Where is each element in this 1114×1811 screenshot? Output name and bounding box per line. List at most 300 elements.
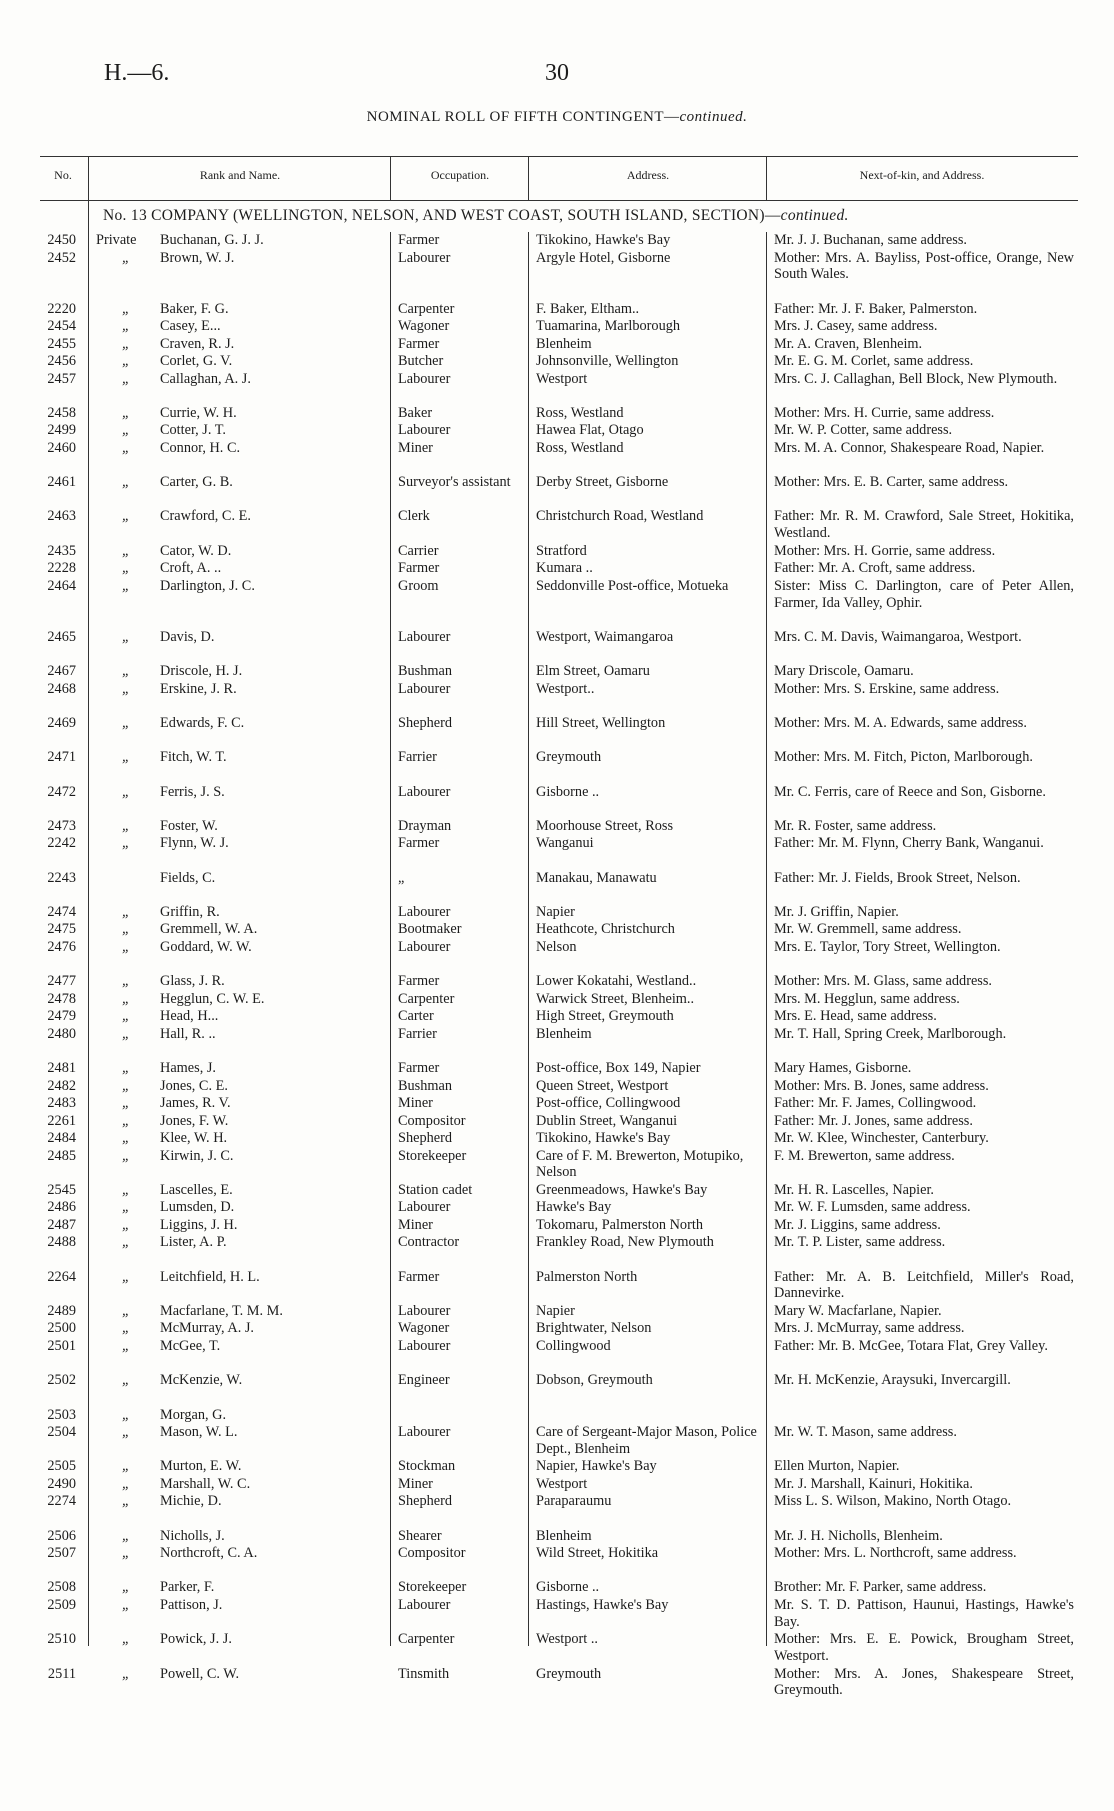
row-next-of-kin: Sister: Miss C. Darlington, care of Peter Allen, Farmer, Ida Valley, Ophir. — [774, 577, 1074, 611]
row-rank: „ — [122, 783, 130, 800]
row-occupation: Farmer — [398, 560, 440, 577]
row-number: 2480 — [47, 1025, 76, 1042]
row-name: Lister, A. P. — [160, 1234, 227, 1251]
row-next-of-kin: Mrs. M. A. Connor, Shakespeare Road, Napier. — [774, 439, 1045, 456]
row-name: Fields, C. — [160, 869, 216, 886]
row-rank: „ — [122, 1527, 130, 1544]
row-next-of-kin: Mr. W. Klee, Winchester, Canterbury. — [774, 1130, 989, 1147]
row-next-of-kin: Father: Mr. A. Croft, same address. — [774, 560, 976, 577]
row-occupation: Labourer — [398, 903, 451, 920]
row-rank: „ — [122, 1060, 130, 1077]
table-row — [0, 1303, 1114, 1321]
row-rank: „ — [122, 1372, 130, 1389]
row-rank: „ — [122, 1302, 130, 1319]
row-occupation: Farmer — [398, 1268, 440, 1285]
row-address: Dobson, Greymouth — [536, 1372, 653, 1389]
row-name: Erskine, J. R. — [160, 680, 237, 697]
row-name: Darlington, J. C. — [160, 577, 255, 594]
col-next-of-kin: Next-of-kin, and Address. — [859, 168, 985, 182]
table-row — [0, 1631, 1114, 1665]
title-continued: continued. — [679, 109, 748, 125]
col-divider-4 — [766, 156, 767, 200]
row-name: Lumsden, D. — [160, 1199, 235, 1216]
section-heading — [103, 207, 849, 225]
row-name: Jones, F. W. — [160, 1112, 229, 1129]
row-name: Baker, F. G. — [160, 300, 229, 317]
row-number: 2435 — [47, 542, 76, 559]
row-name: Mason, W. L. — [160, 1424, 238, 1441]
row-name: Kirwin, J. C. — [160, 1147, 234, 1164]
row-rank: „ — [122, 1008, 130, 1025]
row-address: Westport — [536, 1475, 588, 1492]
row-number: 2511 — [47, 1665, 76, 1682]
table-row — [0, 250, 1114, 301]
row-next-of-kin: Miss L. S. Wilson, Makino, North Otago. — [774, 1493, 1012, 1510]
table-row — [0, 1130, 1114, 1148]
row-next-of-kin: Mr. W. T. Mason, same address. — [774, 1424, 957, 1441]
row-name: Northcroft, C. A. — [160, 1545, 258, 1562]
row-rank: „ — [122, 1268, 130, 1285]
table-row — [0, 353, 1114, 371]
row-address: Wild Street, Hokitika — [536, 1545, 659, 1562]
row-number: 2486 — [47, 1199, 76, 1216]
row-address: Post-office, Collingwood — [536, 1095, 681, 1112]
table-row — [0, 681, 1114, 715]
row-number: 2502 — [47, 1372, 76, 1389]
row-name: Brown, W. J. — [160, 249, 235, 266]
table-row — [0, 1545, 1114, 1579]
row-occupation: Carpenter — [398, 300, 455, 317]
row-number: 2510 — [47, 1631, 76, 1648]
row-next-of-kin: Father: Mr. B. McGee, Totara Flat, Grey Valley. — [774, 1337, 1048, 1354]
row-number: 2465 — [47, 628, 76, 645]
row-address: Lower Kokatahi, Westland.. — [536, 973, 697, 990]
table-row — [0, 1060, 1114, 1078]
row-occupation: Contractor — [398, 1234, 460, 1251]
row-number: 2463 — [47, 508, 76, 525]
row-number: 2474 — [47, 903, 76, 920]
table-row — [0, 508, 1114, 542]
row-address: Hastings, Hawke's Bay — [536, 1596, 669, 1613]
row-rank: „ — [122, 1493, 130, 1510]
row-next-of-kin: Mrs. C. M. Davis, Waimangaroa, Westport. — [774, 628, 1022, 645]
row-next-of-kin: Mr. T. P. Lister, same address. — [774, 1234, 946, 1251]
row-occupation: Shepherd — [398, 1130, 452, 1147]
row-name: Croft, A. .. — [160, 560, 222, 577]
row-rank: „ — [122, 1199, 130, 1216]
row-number: 2243 — [47, 869, 76, 886]
row-rank: „ — [122, 422, 130, 439]
row-occupation: Labourer — [398, 1302, 451, 1319]
row-number: 2545 — [47, 1181, 76, 1198]
row-number: 2464 — [47, 577, 76, 594]
row-next-of-kin: Mrs. E. Head, same address. — [774, 1008, 937, 1025]
row-occupation: Drayman — [398, 817, 452, 834]
row-rank: „ — [122, 1337, 130, 1354]
row-name: Lascelles, E. — [160, 1181, 233, 1198]
table-row — [0, 1095, 1114, 1113]
row-rank: „ — [122, 938, 130, 955]
row-next-of-kin: Mother: Mrs. E. B. Carter, same address. — [774, 474, 1009, 491]
row-next-of-kin: Mother: Mrs. H. Currie, same address. — [774, 404, 995, 421]
row-name: Powick, J. J. — [160, 1631, 232, 1648]
row-rank: „ — [122, 1181, 130, 1198]
row-address: Seddonville Post-office, Motueka — [536, 577, 729, 594]
table-row — [0, 870, 1114, 904]
row-next-of-kin: Mr. J. Griffin, Napier. — [774, 903, 899, 920]
row-number: 2242 — [47, 835, 76, 852]
row-name: Connor, H. C. — [160, 439, 241, 456]
row-occupation: Station cadet — [398, 1181, 473, 1198]
row-number: 2456 — [47, 353, 76, 370]
row-occupation: Compositor — [398, 1112, 466, 1129]
row-name: Marshall, W. C. — [160, 1475, 251, 1492]
row-number: 2228 — [47, 560, 76, 577]
row-name: Glass, J. R. — [160, 973, 225, 990]
row-number: 2468 — [47, 680, 76, 697]
row-number: 2458 — [47, 404, 76, 421]
row-occupation: Farmer — [398, 232, 440, 248]
row-number: 2501 — [47, 1337, 76, 1354]
table-row — [0, 715, 1114, 749]
row-next-of-kin: Mother: Mrs. E. E. Powick, Brougham Street, Westport. — [774, 1631, 1074, 1665]
row-occupation: Clerk — [398, 508, 430, 525]
row-occupation: Labourer — [398, 1199, 451, 1216]
row-address: Napier, Hawke's Bay — [536, 1458, 657, 1475]
row-next-of-kin: Father: Mr. J. Fields, Brook Street, Nelson. — [774, 869, 1021, 886]
row-next-of-kin: Mr. H. McKenzie, Araysuki, Invercargill. — [774, 1372, 1011, 1389]
row-occupation: Carpenter — [398, 1631, 455, 1648]
row-number: 2507 — [47, 1545, 76, 1562]
table-row — [0, 336, 1114, 354]
row-next-of-kin: Mary Hames, Gisborne. — [774, 1060, 912, 1077]
row-number: 2469 — [47, 714, 76, 731]
row-rank: „ — [122, 1596, 130, 1613]
row-next-of-kin: Mr. J. Marshall, Kainuri, Hokitika. — [774, 1475, 973, 1492]
row-occupation: Labourer — [398, 249, 451, 266]
row-address: Gisborne .. — [536, 1579, 600, 1596]
table-row — [0, 301, 1114, 319]
row-next-of-kin: Mother: Mrs. A. Bayliss, Post-office, Orange, New South Wales. — [774, 249, 1074, 283]
row-number: 2455 — [47, 335, 76, 352]
row-rank: „ — [122, 439, 130, 456]
row-rank: „ — [122, 300, 130, 317]
row-address: Blenheim — [536, 335, 592, 352]
row-next-of-kin: Mrs. C. J. Callaghan, Bell Block, New Plymouth. — [774, 370, 1058, 387]
row-occupation: Farmer — [398, 1060, 440, 1077]
row-name: Edwards, F. C. — [160, 714, 245, 731]
row-next-of-kin: Father: Mr. R. M. Crawford, Sale Street, Hokitika, Westland. — [774, 508, 1074, 542]
row-occupation: Compositor — [398, 1545, 466, 1562]
table-row — [0, 921, 1114, 939]
table-row — [0, 973, 1114, 991]
row-occupation: Butcher — [398, 353, 444, 370]
row-next-of-kin: Mother: Mrs. A. Jones, Shakespeare Street, Greymouth. — [774, 1665, 1074, 1699]
row-occupation: Labourer — [398, 1424, 451, 1441]
row-occupation: Bootmaker — [398, 921, 462, 938]
row-address: Warwick Street, Blenheim.. — [536, 990, 695, 1007]
table-row — [0, 1217, 1114, 1235]
table-row — [0, 1113, 1114, 1131]
row-next-of-kin: Mother: Mrs. S. Erskine, same address. — [774, 680, 1000, 697]
row-name: Currie, W. H. — [160, 404, 237, 421]
row-number: 2487 — [47, 1216, 76, 1233]
table-row — [0, 1528, 1114, 1546]
row-name: Fitch, W. T. — [160, 749, 227, 766]
row-occupation: Bushman — [398, 1077, 453, 1094]
row-name: Flynn, W. J. — [160, 835, 229, 852]
row-name: Morgan, G. — [160, 1406, 227, 1423]
table-row — [0, 991, 1114, 1009]
table-row — [0, 904, 1114, 922]
row-number: 2264 — [47, 1268, 76, 1285]
row-rank: „ — [122, 990, 130, 1007]
row-address: Westport.. — [536, 680, 595, 697]
row-occupation: Farmer — [398, 335, 440, 352]
row-name: Macfarlane, T. M. M. — [160, 1302, 283, 1319]
row-occupation: Miner — [398, 1095, 433, 1112]
row-address: Post-office, Box 149, Napier — [536, 1060, 701, 1077]
row-rank: „ — [122, 680, 130, 697]
page-title — [0, 109, 1114, 126]
row-rank: „ — [122, 1077, 130, 1094]
col-divider-3 — [528, 156, 529, 200]
row-rank: Private — [96, 232, 137, 248]
nominal-roll-table — [0, 232, 1114, 1700]
row-occupation: Storekeeper — [398, 1579, 467, 1596]
table-row — [0, 1372, 1114, 1406]
row-address: Stratford — [536, 542, 587, 559]
row-rank: „ — [122, 628, 130, 645]
row-number: 2261 — [47, 1112, 76, 1129]
row-rank: „ — [122, 335, 130, 352]
row-occupation: Groom — [398, 577, 439, 594]
row-name: McGee, T. — [160, 1337, 221, 1354]
row-occupation: Farmer — [398, 835, 440, 852]
row-rank: „ — [122, 1475, 130, 1492]
row-name: Nicholls, J. — [160, 1527, 225, 1544]
row-next-of-kin: Mr. S. T. D. Pattison, Haunui, Hastings, Hawke's Bay. — [774, 1596, 1074, 1630]
row-address: Blenheim — [536, 1527, 592, 1544]
row-address: Westport — [536, 370, 588, 387]
table-row — [0, 1182, 1114, 1200]
row-address: Heathcote, Christchurch — [536, 921, 675, 938]
row-rank: „ — [122, 560, 130, 577]
section-title: No. 13 COMPANY (WELLINGTON, NELSON, AND WEST COAST, SOUTH ISLAND, SECTION)— — [103, 207, 781, 224]
row-number: 2467 — [47, 663, 76, 680]
row-occupation: Wagoner — [398, 318, 450, 335]
row-number: 2489 — [47, 1302, 76, 1319]
row-occupation: Carpenter — [398, 990, 455, 1007]
row-rank: „ — [122, 903, 130, 920]
table-row — [0, 1199, 1114, 1217]
row-occupation: Labourer — [398, 1337, 451, 1354]
row-next-of-kin: Mother: Mrs. M. Fitch, Picton, Marlborough. — [774, 749, 1033, 766]
row-next-of-kin: Father: Mr. J. Jones, same address. — [774, 1112, 973, 1129]
table-row — [0, 543, 1114, 561]
row-number: 2454 — [47, 318, 76, 335]
row-number: 2500 — [47, 1320, 76, 1337]
row-occupation: Labourer — [398, 680, 451, 697]
row-next-of-kin: Mary W. Macfarlane, Napier. — [774, 1302, 942, 1319]
row-address: Elm Street, Oamaru — [536, 663, 650, 680]
row-address: Christchurch Road, Westland — [536, 508, 704, 525]
row-next-of-kin: Mother: Mrs. L. Northcroft, same address. — [774, 1545, 1017, 1562]
row-next-of-kin: Mrs. E. Taylor, Tory Street, Wellington. — [774, 938, 1001, 955]
table-row — [0, 232, 1114, 250]
table-row — [0, 1078, 1114, 1096]
row-rank: „ — [122, 921, 130, 938]
row-rank: „ — [122, 1406, 130, 1423]
row-number: 2479 — [47, 1008, 76, 1025]
row-number: 2477 — [47, 973, 76, 990]
row-occupation: Farrier — [398, 1025, 437, 1042]
row-name: Klee, W. H. — [160, 1130, 228, 1147]
table-head-rule — [40, 200, 1078, 201]
row-next-of-kin: Mr. A. Craven, Blenheim. — [774, 335, 923, 352]
row-rank: „ — [122, 1320, 130, 1337]
row-rank: „ — [122, 835, 130, 852]
row-occupation: Shearer — [398, 1527, 442, 1544]
table-row — [0, 1666, 1114, 1700]
row-number: 2490 — [47, 1475, 76, 1492]
row-next-of-kin: Brother: Mr. F. Parker, same address. — [774, 1579, 987, 1596]
table-row — [0, 1493, 1114, 1527]
row-name: Foster, W. — [160, 817, 218, 834]
row-rank: „ — [122, 404, 130, 421]
row-number: 2485 — [47, 1147, 76, 1164]
row-name: Cotter, J. T. — [160, 422, 227, 439]
col-address: Address. — [626, 168, 670, 182]
row-rank: „ — [122, 1025, 130, 1042]
row-name: Liggins, J. H. — [160, 1216, 238, 1233]
row-occupation: Labourer — [398, 422, 451, 439]
row-name: Powell, C. W. — [160, 1665, 240, 1682]
row-name: Parker, F. — [160, 1579, 215, 1596]
row-occupation: Engineer — [398, 1372, 450, 1389]
row-number: 2473 — [47, 817, 76, 834]
table-row — [0, 318, 1114, 336]
row-address: Collingwood — [536, 1337, 611, 1354]
row-occupation: Shepherd — [398, 714, 452, 731]
row-address: Care of F. M. Brewerton, Motupiko, Nelson — [536, 1147, 744, 1181]
row-rank: „ — [122, 663, 130, 680]
row-number: 2475 — [47, 921, 76, 938]
row-address: High Street, Greymouth — [536, 1008, 674, 1025]
row-number: 2499 — [47, 422, 76, 439]
row-number: 2482 — [47, 1077, 76, 1094]
row-rank: „ — [122, 1631, 130, 1648]
row-occupation: Baker — [398, 404, 433, 421]
row-number: 2472 — [47, 783, 76, 800]
row-address: Frankley Road, New Plymouth — [536, 1234, 714, 1251]
row-occupation: Farmer — [398, 973, 440, 990]
row-address: Wanganui — [536, 835, 594, 852]
table-row — [0, 1338, 1114, 1372]
row-number: 2509 — [47, 1596, 76, 1613]
table-row — [0, 1148, 1114, 1182]
row-number: 2481 — [47, 1060, 76, 1077]
row-occupation: Carter — [398, 1008, 434, 1025]
row-name: Head, H... — [160, 1008, 219, 1025]
row-address: Ross, Westland — [536, 404, 624, 421]
table-row — [0, 578, 1114, 629]
row-rank: „ — [122, 318, 130, 335]
row-next-of-kin: Mary Driscole, Oamaru. — [774, 663, 914, 680]
row-rank: „ — [122, 1147, 130, 1164]
row-next-of-kin: Mr. T. Hall, Spring Creek, Marlborough. — [774, 1025, 1007, 1042]
row-number: 2220 — [47, 300, 76, 317]
row-name: McKenzie, W. — [160, 1372, 243, 1389]
row-address: Kumara .. — [536, 560, 593, 577]
table-row — [0, 835, 1114, 869]
row-next-of-kin: Mother: Mrs. B. Jones, same address. — [774, 1077, 989, 1094]
row-number: 2503 — [47, 1406, 76, 1423]
row-next-of-kin: Father: Mr. A. B. Leitchfield, Miller's Road, Dannevirke. — [774, 1268, 1074, 1302]
row-address: Hawea Flat, Otago — [536, 422, 644, 439]
row-name: James, R. V. — [160, 1095, 231, 1112]
row-address: Nelson — [536, 938, 577, 955]
row-address: Ross, Westland — [536, 439, 624, 456]
col-occupation: Occupation. — [430, 168, 490, 182]
row-rank: „ — [122, 353, 130, 370]
row-rank: „ — [122, 1545, 130, 1562]
table-row — [0, 784, 1114, 818]
table-row — [0, 1407, 1114, 1425]
row-occupation: Labourer — [398, 1596, 451, 1613]
row-next-of-kin: F. M. Brewerton, same address. — [774, 1147, 955, 1164]
row-occupation: Labourer — [398, 628, 451, 645]
row-number: 2504 — [47, 1424, 76, 1441]
row-name: Ferris, J. S. — [160, 783, 225, 800]
title-main: NOMINAL ROLL OF FIFTH CONTINGENT— — [366, 109, 680, 125]
row-rank: „ — [122, 973, 130, 990]
row-number: 2471 — [47, 749, 76, 766]
row-rank: „ — [122, 749, 130, 766]
table-row — [0, 749, 1114, 783]
table-row — [0, 818, 1114, 836]
row-name: Michie, D. — [160, 1493, 222, 1510]
row-occupation: Shepherd — [398, 1493, 452, 1510]
row-next-of-kin: Mr. C. Ferris, care of Reece and Son, Gisborne. — [774, 783, 1046, 800]
row-occupation: Miner — [398, 439, 433, 456]
row-rank: „ — [122, 1458, 130, 1475]
row-address: Tokomaru, Palmerston North — [536, 1216, 703, 1233]
table-row — [0, 939, 1114, 973]
row-rank: „ — [122, 1424, 130, 1441]
row-name: Goddard, W. W. — [160, 938, 252, 955]
row-next-of-kin: Mr. H. R. Lascelles, Napier. — [774, 1181, 935, 1198]
row-next-of-kin: Mrs. J. Casey, same address. — [774, 318, 938, 335]
row-next-of-kin: Mr. W. Gremmell, same address. — [774, 921, 962, 938]
row-occupation: Farrier — [398, 749, 437, 766]
row-next-of-kin: Father: Mr. F. James, Collingwood. — [774, 1095, 977, 1112]
row-rank: „ — [122, 249, 130, 266]
table-row — [0, 1269, 1114, 1303]
row-rank: „ — [122, 542, 130, 559]
row-name: Corlet, G. V. — [160, 353, 233, 370]
row-address: Argyle Hotel, Gisborne — [536, 249, 671, 266]
row-address: Westport .. — [536, 1631, 598, 1648]
row-rank: „ — [122, 474, 130, 491]
row-rank: „ — [122, 577, 130, 594]
row-number: 2457 — [47, 370, 76, 387]
row-address: F. Baker, Eltham.. — [536, 300, 640, 317]
row-rank: „ — [122, 1112, 130, 1129]
row-rank: „ — [122, 817, 130, 834]
row-rank: „ — [122, 370, 130, 387]
row-address: Tuamarina, Marlborough — [536, 318, 681, 335]
